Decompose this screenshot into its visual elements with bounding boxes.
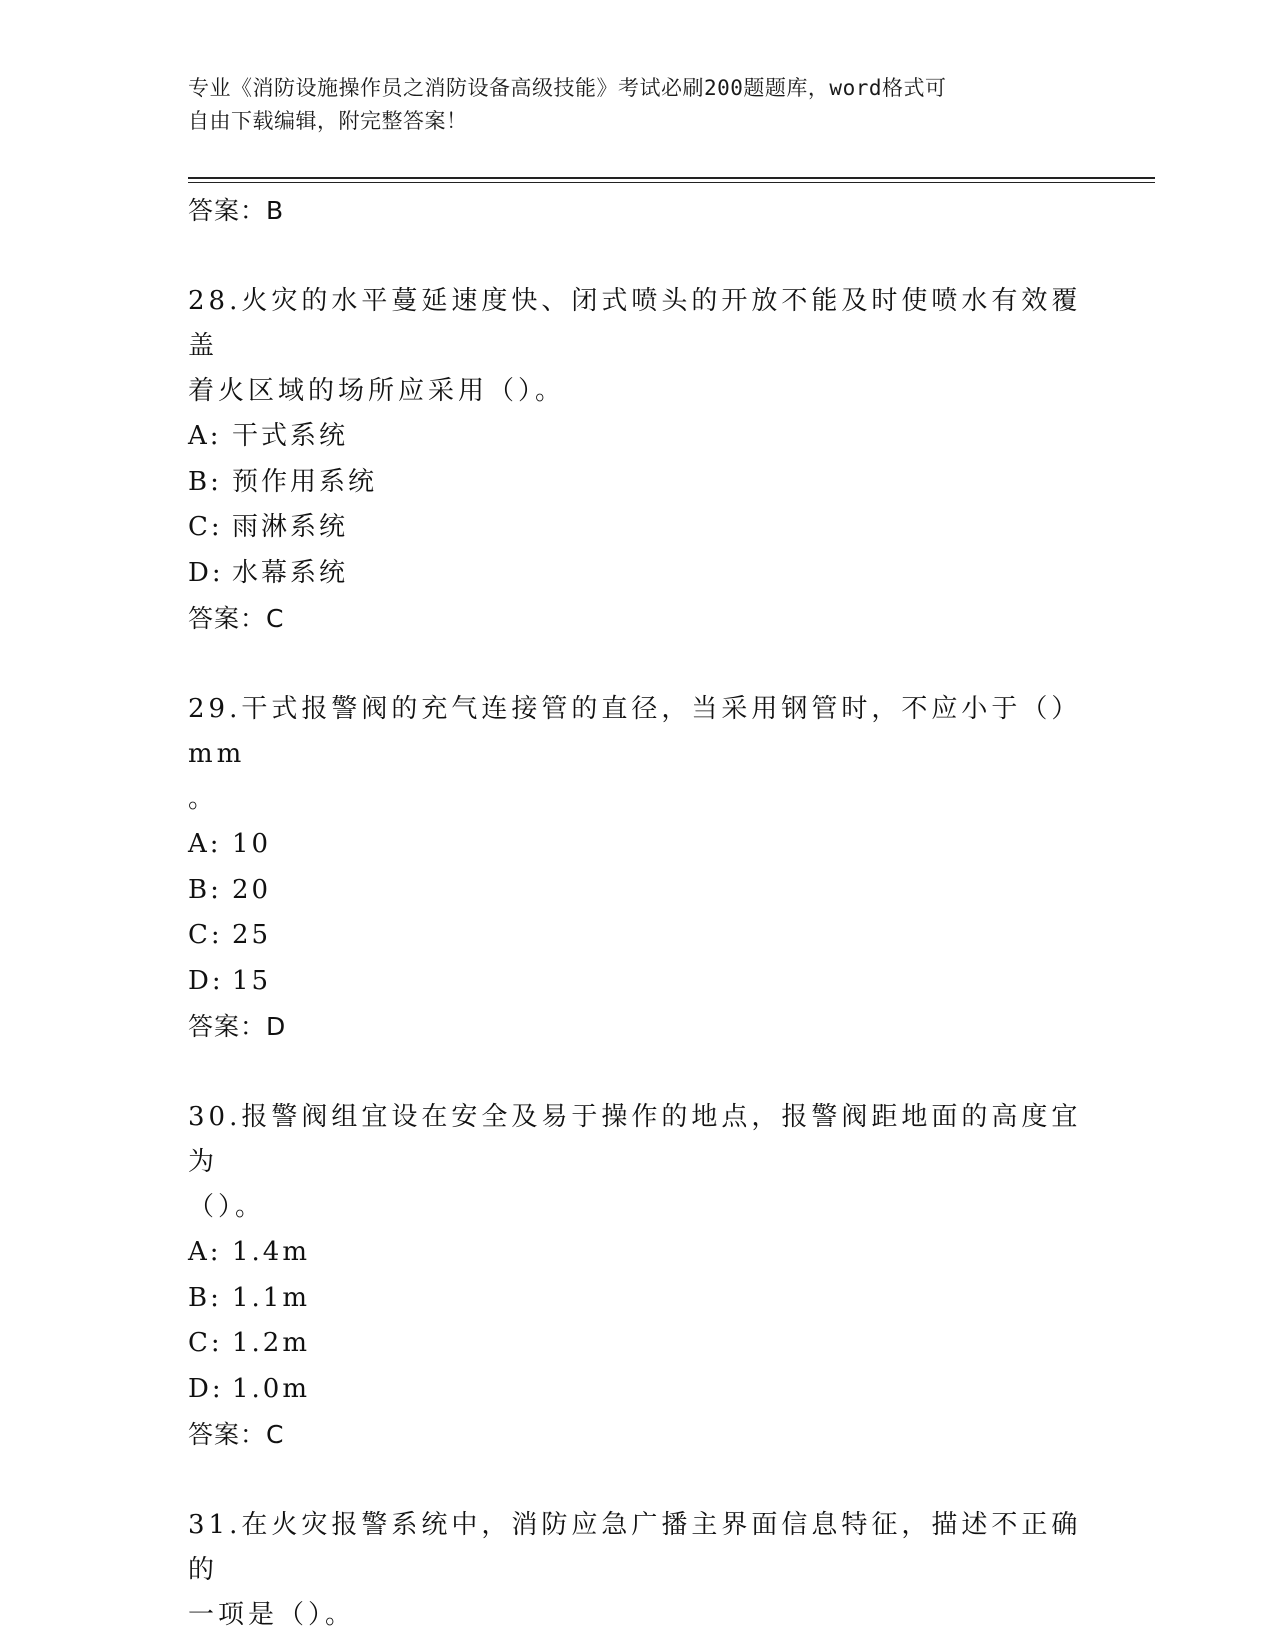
option-a <box>188 1230 1088 1276</box>
question-text <box>188 687 1083 822</box>
question-text <box>188 279 1083 414</box>
option-letter: C: <box>188 512 223 542</box>
option-text: 25 <box>232 920 272 950</box>
question-line: 31.在火灾报警系统中，消防应急广播主界面信息特征，描述不正确的 <box>188 1510 1082 1585</box>
option-text: 1.2m <box>232 1328 311 1358</box>
option-d <box>188 551 1088 597</box>
question-block-31 <box>188 1503 1088 1638</box>
question-line: （）。 <box>188 1192 266 1222</box>
question-text <box>188 1503 1083 1638</box>
option-text: 水幕系统 <box>232 557 349 588</box>
option-text: 1.1m <box>232 1282 311 1313</box>
answer-line: 答案：C <box>188 1420 285 1449</box>
option-text: 20 <box>232 874 272 905</box>
question-line: 29.干式报警阀的充气连接管的直径，当采用钢管时，不应小于（）mm <box>188 694 1082 769</box>
spacer <box>188 642 1088 687</box>
option-letter: C: <box>188 920 223 950</box>
option-letter: B: <box>188 874 222 905</box>
option-text: 10 <box>232 829 272 859</box>
option-c <box>188 505 1088 551</box>
question-block-28 <box>188 279 1088 642</box>
option-b <box>188 1276 1088 1322</box>
option-letter: A: <box>188 1237 222 1267</box>
question-list <box>188 188 1088 1638</box>
option-letter: B: <box>188 1282 222 1313</box>
question-text <box>188 1095 1083 1230</box>
option-text: 干式系统 <box>232 421 349 451</box>
option-text: 雨淋系统 <box>232 512 349 542</box>
option-text: 1.0m <box>232 1373 311 1404</box>
answer-line: 答案：C <box>188 604 285 633</box>
option-c <box>188 913 1088 959</box>
question-line: 着火区域的场所应采用（）。 <box>188 376 566 406</box>
option-c <box>188 1321 1088 1367</box>
option-letter: A: <box>188 829 222 859</box>
option-letter: B: <box>188 466 222 497</box>
question-line: 28.火灾的水平蔓延速度快、闭式喷头的开放不能及时使喷水有效覆盖 <box>188 286 1082 361</box>
option-text: 15 <box>232 965 272 996</box>
question-line: 。 <box>188 784 219 814</box>
option-text: 预作用系统 <box>232 466 378 497</box>
option-a <box>188 822 1088 868</box>
option-letter: D: <box>188 557 224 588</box>
spacer <box>188 234 1088 279</box>
answer-line: 答案：D <box>188 1012 287 1041</box>
option-b <box>188 868 1088 914</box>
option-letter: D: <box>188 965 224 996</box>
header-divider-thick <box>188 177 1155 179</box>
option-d <box>188 1367 1088 1413</box>
document-header <box>188 72 1068 138</box>
header-line-1: 专业《消防设施操作员之消防设备高级技能》考试必刷200题题库，word格式可 <box>188 76 947 100</box>
question-block-29 <box>188 687 1088 1050</box>
spacer <box>188 1050 1088 1095</box>
option-text: 1.4m <box>232 1237 311 1267</box>
option-letter: C: <box>188 1328 223 1358</box>
question-line: 30.报警阀组宜设在安全及易于操作的地点，报警阀距地面的高度宜为 <box>188 1102 1082 1177</box>
option-d <box>188 959 1088 1005</box>
option-letter: A: <box>188 421 222 451</box>
header-line-2: 自由下载编辑，附完整答案！ <box>188 109 468 133</box>
question-block-30 <box>188 1095 1088 1458</box>
option-b <box>188 460 1088 506</box>
option-a <box>188 414 1088 460</box>
option-letter: D: <box>188 1373 224 1404</box>
spacer <box>188 1458 1088 1503</box>
header-divider-thin <box>188 182 1155 183</box>
question-line: 一项是（）。 <box>188 1600 356 1630</box>
previous-answer: 答案：B <box>188 196 285 225</box>
